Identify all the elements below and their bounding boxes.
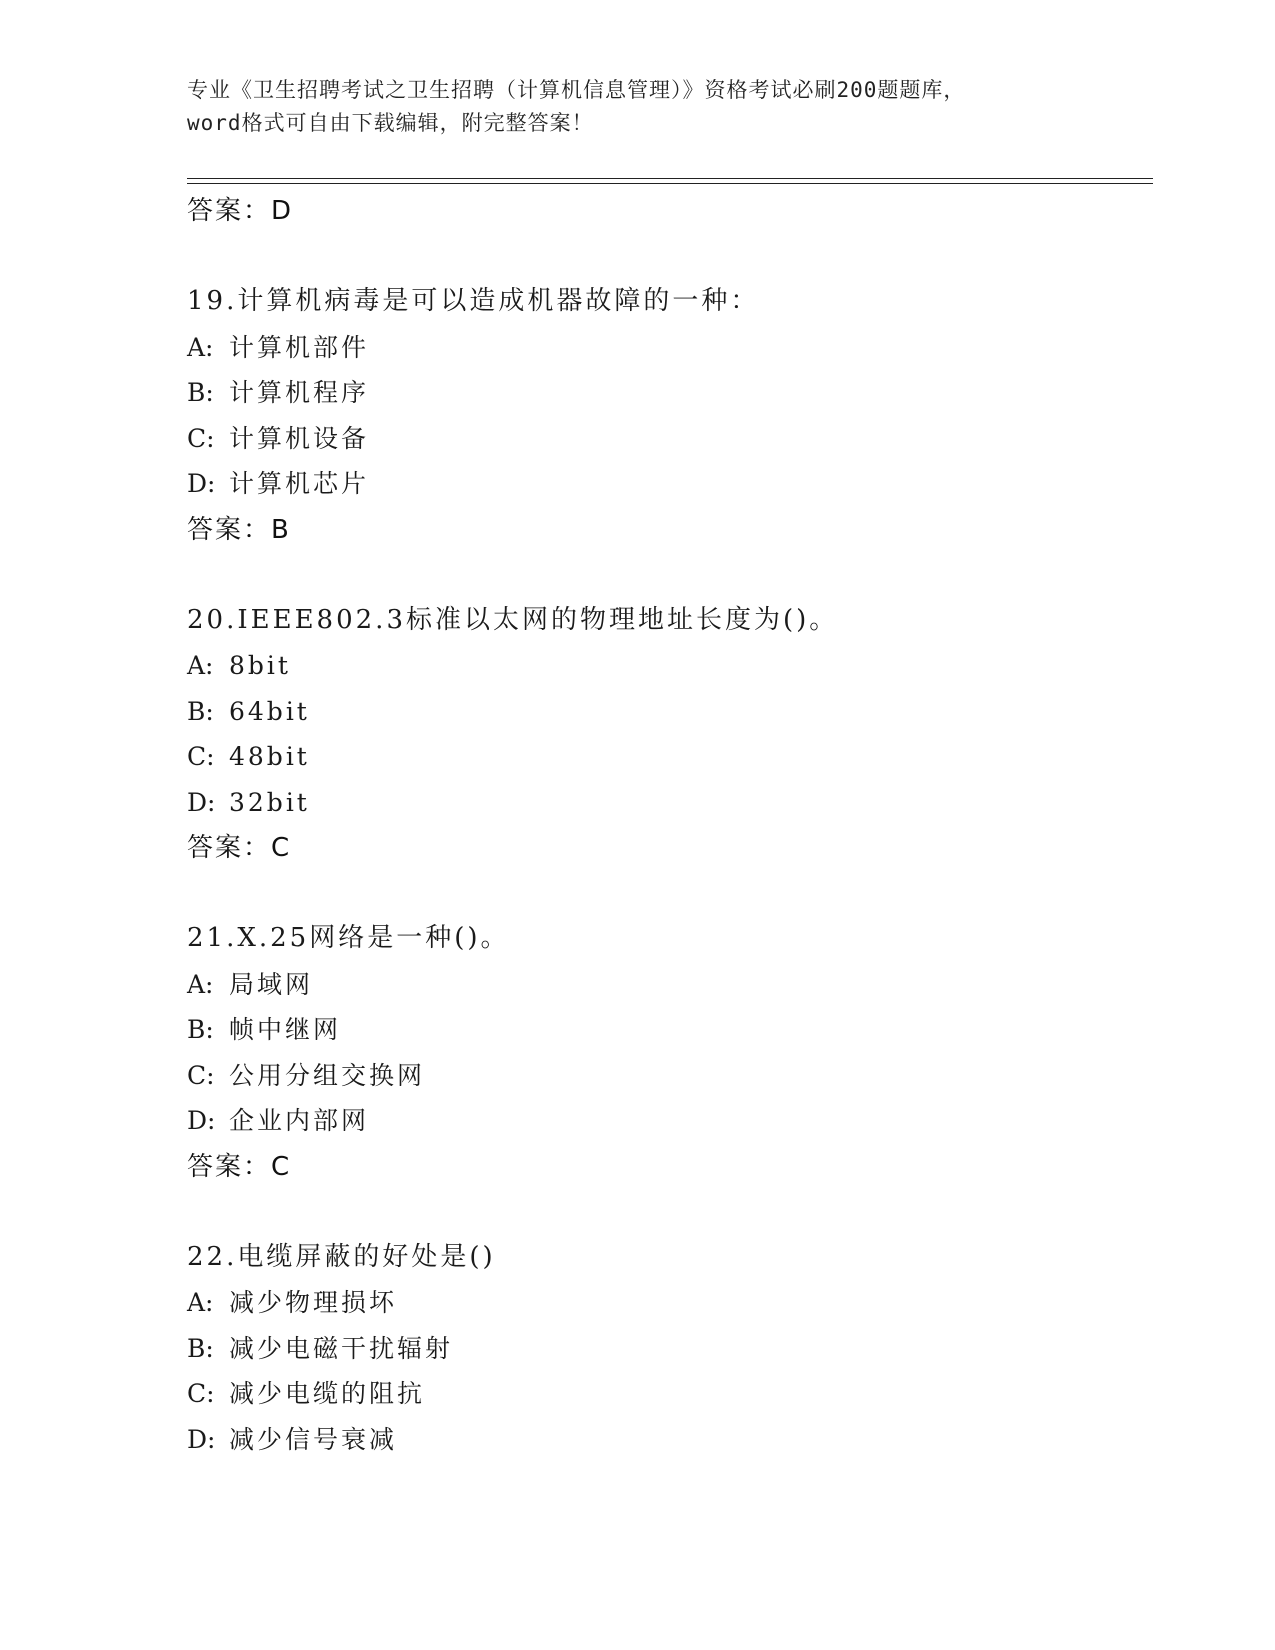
option-letter: C: xyxy=(187,423,215,453)
question-stem: 20.IEEE802.3标准以太网的物理地址长度为()。 xyxy=(187,604,839,635)
option-text: 减少电缆的阻抗 xyxy=(229,1379,426,1408)
header-line-1: 专业《卫生招聘考试之卫生招聘（计算机信息管理）》资格考试必刷200题题库， xyxy=(187,78,966,102)
option-d xyxy=(187,1417,1153,1463)
option-c xyxy=(187,1371,1153,1417)
option-d xyxy=(187,1098,1153,1144)
option-d xyxy=(187,461,1153,507)
option-letter: A: xyxy=(187,1288,214,1317)
option-a xyxy=(187,643,1153,689)
spacer xyxy=(187,1190,1153,1235)
question-stem: 19.计算机病毒是可以造成机器故障的一种： xyxy=(187,286,760,316)
question-list xyxy=(187,188,1153,1462)
option-text: 公用分组交换网 xyxy=(229,1060,426,1090)
option-letter: D: xyxy=(187,1424,216,1454)
option-a xyxy=(187,962,1153,1008)
option-text: 32bit xyxy=(229,787,310,817)
option-text: 64bit xyxy=(229,696,310,726)
option-letter: D: xyxy=(187,1106,216,1135)
answer-line: 答案：D xyxy=(187,196,294,226)
answer-line: 答案：C xyxy=(187,1151,292,1182)
option-text: 企业内部网 xyxy=(229,1106,370,1135)
option-text: 计算机部件 xyxy=(229,332,370,362)
option-b xyxy=(187,1007,1153,1053)
option-c xyxy=(187,734,1153,780)
question-stem: 21.X.25网络是一种()。 xyxy=(187,923,510,953)
option-letter: A: xyxy=(187,651,214,680)
option-letter: D: xyxy=(187,787,216,817)
option-text: 计算机设备 xyxy=(229,423,370,453)
option-letter: B: xyxy=(187,696,214,726)
option-letter: B: xyxy=(187,378,214,407)
spacer xyxy=(187,871,1153,916)
answer-line: 答案：C xyxy=(187,833,292,863)
header-divider-top xyxy=(187,178,1153,179)
document-header xyxy=(187,74,1087,140)
option-letter: C: xyxy=(187,742,215,771)
question-block xyxy=(187,279,1153,553)
option-letter: A: xyxy=(187,332,214,362)
answer-line: 答案：B xyxy=(187,514,291,545)
option-text: 计算机芯片 xyxy=(229,469,370,498)
option-text: 帧中继网 xyxy=(229,1015,342,1044)
question-block xyxy=(187,598,1153,872)
option-letter: B: xyxy=(187,1333,214,1363)
option-letter: A: xyxy=(187,969,214,999)
option-text: 局域网 xyxy=(229,969,314,999)
option-b xyxy=(187,1326,1153,1372)
option-text: 减少信号衰减 xyxy=(229,1424,398,1454)
question-block xyxy=(187,1235,1153,1463)
option-text: 计算机程序 xyxy=(229,378,370,407)
option-text: 减少电磁干扰辐射 xyxy=(229,1333,454,1363)
option-c xyxy=(187,416,1153,462)
option-letter: D: xyxy=(187,469,216,498)
option-d xyxy=(187,780,1153,826)
option-letter: C: xyxy=(187,1060,215,1090)
option-c xyxy=(187,1053,1153,1099)
option-b xyxy=(187,689,1153,735)
option-text: 减少物理损坏 xyxy=(229,1288,398,1317)
question-stem: 22.电缆屏蔽的好处是() xyxy=(187,1241,496,1272)
header-line-2: word格式可自由下载编辑，附完整答案！ xyxy=(187,111,594,135)
option-text: 8bit xyxy=(229,651,291,680)
option-a xyxy=(187,325,1153,371)
spacer xyxy=(187,553,1153,598)
option-letter: B: xyxy=(187,1015,214,1044)
header-divider-bottom xyxy=(187,183,1153,184)
option-text: 48bit xyxy=(229,742,310,771)
option-a xyxy=(187,1280,1153,1326)
option-b xyxy=(187,370,1153,416)
spacer xyxy=(187,234,1153,279)
option-letter: C: xyxy=(187,1379,215,1408)
question-block xyxy=(187,916,1153,1190)
